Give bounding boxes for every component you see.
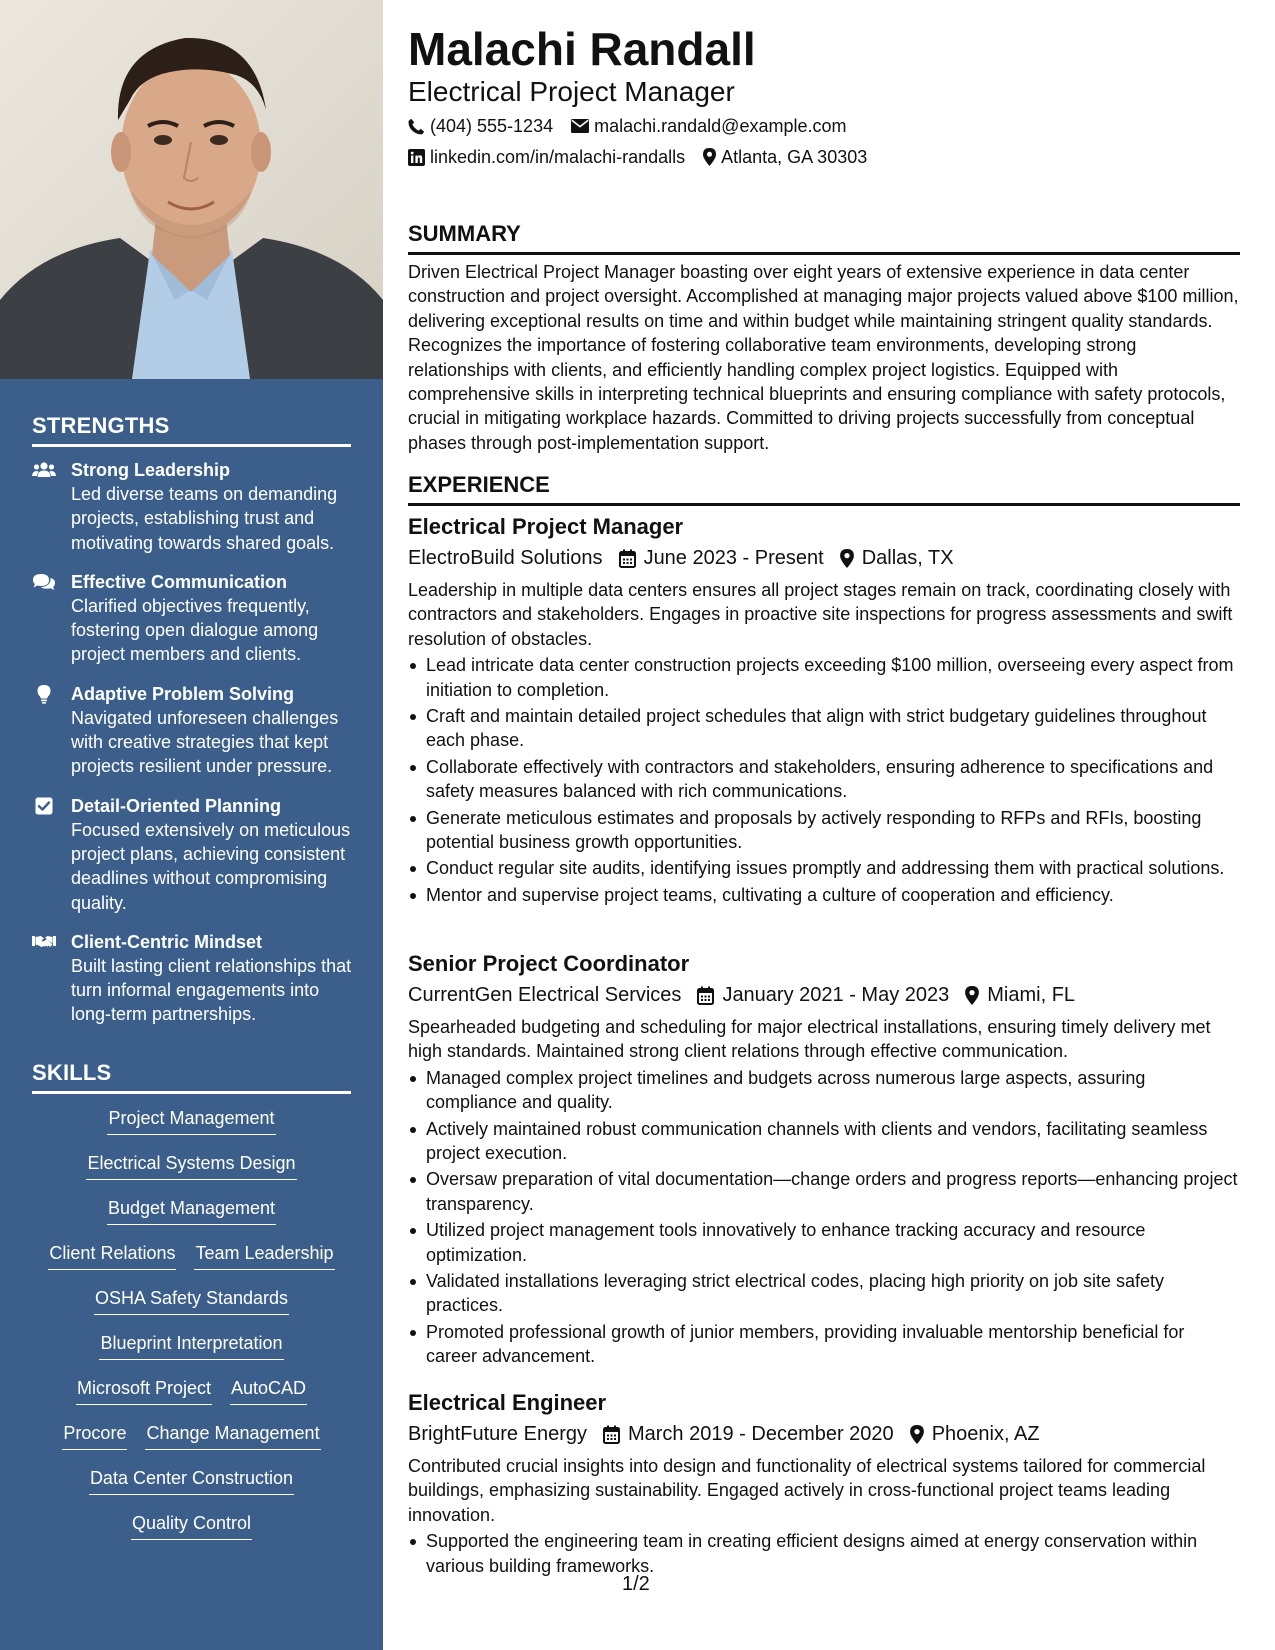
list-item: Craft and maintain detailed project schedules that align with strict budgetary guidelines throughout each phase. [408,704,1240,753]
location-contact [703,145,867,169]
linkedin-text: linkedin.com/in/malachi-randalls [430,147,686,167]
users-icon [32,460,56,480]
linkedin-contact[interactable] [408,145,685,169]
map-pin-icon [910,1425,924,1444]
list-item: Supported the engineering team in creating efficient designs aimed at energy conservation within various building frameworks. [408,1529,1240,1578]
skill-tag: Electrical Systems Design [86,1151,296,1180]
map-pin-icon [965,986,979,1005]
skill-tag: OSHA Safety Standards [94,1286,289,1315]
list-item: Promoted professional growth of junior members, providing invaluable mentorship beneficial for career advancement. [408,1320,1240,1369]
job-description: Leadership in multiple data centers ensures all project stages remain on track, coordinating closely with contractors and stakeholders. Engages in proactive site inspections for progress assessments and swift resolution of obstacles. [408,580,1233,649]
phone-text: (404) 555-1234 [430,116,554,136]
skill-tag: Client Relations [48,1241,176,1270]
company-name: BrightFuture Energy [408,1423,587,1445]
phone-icon [408,118,425,135]
skills-heading: SKILLS [32,1060,351,1094]
job-meta [408,1421,1240,1447]
job-title: Electrical Engineer [408,1390,607,1415]
skill-tag: Procore [62,1421,127,1450]
lightbulb-icon [32,684,56,704]
job-dates: January 2021 - May 2023 [722,984,950,1006]
strength-title: Effective Communication [71,571,288,592]
map-pin-icon [840,549,854,568]
job-title: Senior Project Coordinator [408,951,690,976]
calendar-icon [619,549,636,568]
skill-tag: AutoCAD [230,1376,307,1405]
company-name: ElectroBuild Solutions [408,547,603,569]
experience-heading: EXPERIENCE [408,471,1240,506]
list-item: Managed complex project timelines and budgets across numerous large aspects, assuring compliance and quality. [408,1066,1240,1115]
strength-title: Adaptive Problem Solving [71,683,295,704]
job-location: Miami, FL [987,984,1076,1006]
map-pin-icon [703,148,716,166]
job-dates: June 2023 - Present [643,547,824,569]
job-bullets [408,1066,1240,1369]
skill-tag: Change Management [145,1421,320,1450]
job-entry [408,513,1240,909]
strength-item [32,458,357,555]
contact-row-2 [408,145,867,169]
location-text: Atlanta, GA 30303 [721,147,868,167]
calendar-icon [697,986,714,1005]
email-text: malachi.randald@example.com [594,116,847,136]
strengths-heading: STRENGTHS [32,413,351,447]
list-item: Collaborate effectively with contractors and stakeholders, ensuring adherence to specifications and safety measures balanced with rich communications. [408,755,1240,804]
candidate-name: Malachi Randall [408,23,756,75]
strength-item [32,794,357,915]
list-item: Lead intricate data center construction projects exceeding $100 million, overseeing every aspect from initiation to completion. [408,653,1240,702]
skill-tag: Budget Management [107,1196,276,1225]
comments-icon [32,572,56,592]
candidate-role: Electrical Project Manager [408,76,735,107]
job-meta [408,982,1240,1008]
skill-tag: Quality Control [131,1511,252,1540]
job-description: Contributed crucial insights into design and functionality of electrical systems tailored for commercial buildings, emphasizing sustainability. Engaged actively in cross-functional project teams leading innovation. [408,1456,1206,1525]
skill-tag: Blueprint Interpretation [99,1331,283,1360]
calendar-icon [603,1425,620,1444]
strength-description: Clarified objectives frequently, fostering open dialogue among project members and clients. [71,595,319,665]
strength-title: Strong Leadership [71,460,231,480]
skill-tag: Team Leadership [194,1241,334,1270]
list-item: Utilized project management tools innovatively to enhance tracking accuracy and resource optimization. [408,1218,1240,1267]
summary-text: Driven Electrical Project Manager boasting over eight years of extensive experience in data center construction and project oversight. Accomplished at managing major projects valued above $100 million, delivering exceptional results on time and within budget while maintaining stringent quality standards. Recognizes the importance of fostering collaborative team environments, developing strong relationships with clients, and efficiently handling complex project logistics. Equipped with comprehensive skills in interpreting technical blueprints and ensuring compliance with safety protocols, crucial in mitigating workplace hazards. Committed to driving projects successfully from conceptual phases through post-implementation support. [408,262,1239,453]
sidebar [0,0,383,1650]
job-location: Dallas, TX [861,547,954,569]
strength-description: Built lasting client relationships that turn informal engagements into long-term partnerships. [71,955,352,1025]
list-item: Oversaw preparation of vital documentation—change orders and progress reports—enhancing project transparency. [408,1167,1240,1216]
phone-contact[interactable] [408,114,553,138]
list-item: Conduct regular site audits, identifying issues promptly and addressing them with practical solutions. [408,856,1240,880]
page-number: 1/2 [622,1573,650,1595]
handshake-icon [32,932,56,952]
strength-title: Client-Centric Mindset [71,931,263,952]
strength-item [32,930,357,1027]
job-entry [408,1389,1240,1580]
job-entry [408,950,1240,1371]
job-dates: March 2019 - December 2020 [627,1423,894,1445]
list-item: Validated installations leveraging strict electrical codes, placing high priority on job site safety practices. [408,1269,1240,1318]
job-title: Electrical Project Manager [408,514,684,539]
job-description: Spearheaded budgeting and scheduling for major electrical installations, ensuring timely delivery met high standards. Maintained strong client relations through effective communication. [408,1017,1211,1062]
summary-heading: SUMMARY [408,220,1240,255]
skills-list [32,1106,351,1556]
strength-item [32,570,357,667]
list-item: Actively maintained robust communication channels with clients and vendors, facilitating seamless project execution. [408,1117,1240,1166]
strength-title: Detail-Oriented Planning [71,795,282,816]
contact-row [408,114,846,138]
job-bullets [408,1529,1240,1578]
strength-item [32,682,357,779]
list-item: Generate meticulous estimates and proposals by actively responding to RFPs and RFIs, boosting potential business growth opportunities. [408,806,1240,855]
job-bullets [408,653,1240,907]
strength-description: Focused extensively on meticulous project plans, achieving consistent deadlines without compromising quality. [71,819,351,913]
profile-photo [0,0,383,379]
company-name: CurrentGen Electrical Services [408,984,682,1006]
checkbox-icon [32,796,56,816]
linkedin-icon [408,149,425,166]
job-meta [408,545,1240,571]
list-item: Mentor and supervise project teams, cultivating a culture of cooperation and efficiency. [408,883,1240,907]
skill-tag: Microsoft Project [76,1376,212,1405]
envelope-icon [571,119,589,133]
strength-description: Navigated unforeseen challenges with creative strategies that kept projects resilient under pressure. [71,707,339,777]
skill-tag: Project Management [107,1106,275,1135]
job-location: Phoenix, AZ [931,1423,1040,1445]
strengths-list [32,458,357,1042]
email-contact[interactable] [571,114,846,138]
skill-tag: Data Center Construction [89,1466,294,1495]
strength-description: Led diverse teams on demanding projects, establishing trust and motivating towards shared goals. [71,484,338,553]
